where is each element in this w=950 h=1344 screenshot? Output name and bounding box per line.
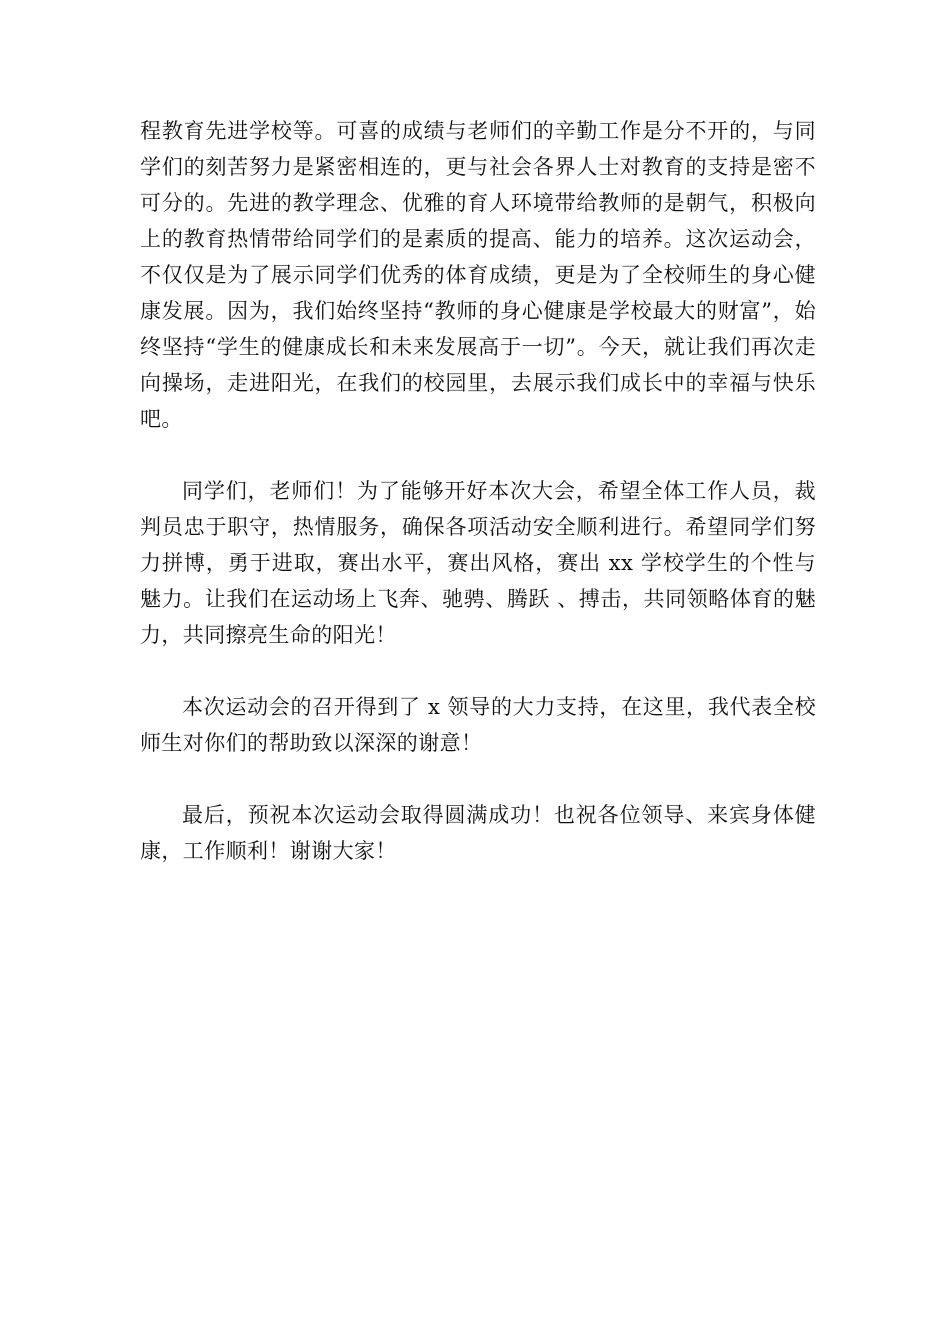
paragraph-2: 同学们，老师们！为了能够开好本次大会，希望全体工作人员，裁判员忠于职守，热情服务，确保各项活动安全顺利进行。希望同学们努力拼博，勇于进取，赛出水平，赛出风格，赛出 xx 学校学生的个性与魅力。让我们在运动场上飞奔、驰骋、腾跃 、搏击，共同领略体育的魅力，共同擦亮生命的阳光！ (140, 479, 816, 647)
paragraph-4: 最后，预祝本次运动会取得圆满成功！也祝各位领导、来宾身体健康，工作顺利！谢谢大家！ (140, 803, 816, 863)
paragraph-1: 程教育先进学校等。可喜的成绩与老师们的辛勤工作是分不开的，与同学们的刻苦努力是紧密相连的，更与社会各界人士对教育的支持是密不可分的。先进的教学理念、优雅的育人环境带给教师的是朝气，积极向上的教育热情带给同学们的是素质的提高、能力的培养。这次运动会，不仅仅是为了展示同学们优秀的体育成绩，更是为了全校师生的身心健康发展。因为，我们始终坚持“教师的身心健康是学校最大的财富”，始终坚持“学生的健康成长和未来发展高于一切”。今天，就让我们再次走向操场，走进阳光，在我们的校园里，去展示我们成长中的幸福与快乐吧。 (140, 119, 816, 431)
paragraph-3: 本次运动会的召开得到了 x 领导的大力支持，在这里，我代表全校师生对你们的帮助致以深深的谢意！ (140, 695, 816, 755)
document-body (140, 113, 816, 905)
